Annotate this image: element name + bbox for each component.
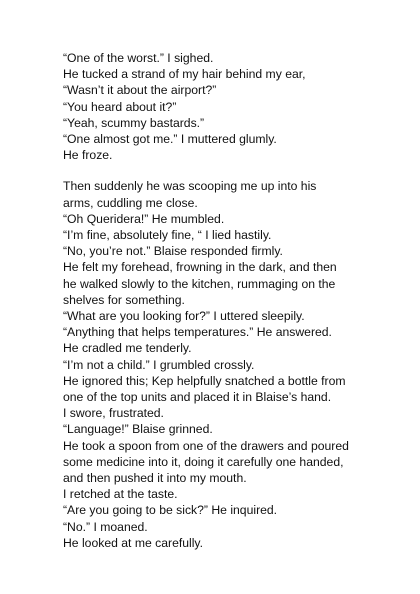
text-line: Then suddenly he was scooping me up into his xyxy=(63,179,317,194)
text-line: He tucked a strand of my hair behind my ear, xyxy=(63,67,306,82)
text-line: “Oh Queridera!” He mumbled. xyxy=(63,211,225,226)
text-line: “No, you’re not.” Blaise responded firmly. xyxy=(63,244,283,259)
text-line: He felt my forehead, frowning in the dark, and then xyxy=(63,260,337,275)
paragraph-2 xyxy=(63,178,393,551)
text-line: he walked slowly to the kitchen, rummaging on the xyxy=(63,276,336,291)
text-line: “I’m not a child.” I grumbled crossly. xyxy=(63,357,255,372)
text-line: “Language!” Blaise grinned. xyxy=(63,422,213,437)
text-line: I retched at the taste. xyxy=(63,487,178,502)
text-line: “One almost got me.” I muttered glumly. xyxy=(63,132,277,147)
text-line: “Wasn’t it about the airport?” xyxy=(63,83,217,98)
text-line: “Yeah, scummy bastards.” xyxy=(63,115,205,130)
text-line: shelves for something. xyxy=(63,292,185,307)
text-line: “Are you going to be sick?” He inquired. xyxy=(63,503,278,518)
text-line: “One of the worst.” I sighed. xyxy=(63,51,214,65)
text-line: arms, cuddling me close. xyxy=(63,195,198,210)
story-text xyxy=(63,50,393,551)
text-line: He took a spoon from one of the drawers and poured xyxy=(63,438,349,453)
text-line: “What are you looking for?” I uttered sleepily. xyxy=(63,309,305,324)
text-line: one of the top units and placed it in Blaise’s hand. xyxy=(63,390,332,405)
text-line: “I’m fine, absolutely fine, “ I lied hastily. xyxy=(63,228,272,243)
text-line: “Anything that helps temperatures.” He answered. xyxy=(63,325,332,340)
text-line: I swore, frustrated. xyxy=(63,406,164,421)
paragraph-gap xyxy=(63,163,393,178)
text-line: “You heard about it?” xyxy=(63,99,177,114)
text-line: and then pushed it into my mouth. xyxy=(63,471,247,486)
text-line: “No.” I moaned. xyxy=(63,519,148,534)
text-line: He looked at me carefully. xyxy=(63,535,203,550)
text-line: some medicine into it, doing it carefully one handed, xyxy=(63,454,344,469)
text-line: He cradled me tenderly. xyxy=(63,341,192,356)
paragraph-1 xyxy=(63,50,393,163)
text-line: He ignored this; Kep helpfully snatched a bottle from xyxy=(63,373,346,388)
text-line: He froze. xyxy=(63,148,113,163)
